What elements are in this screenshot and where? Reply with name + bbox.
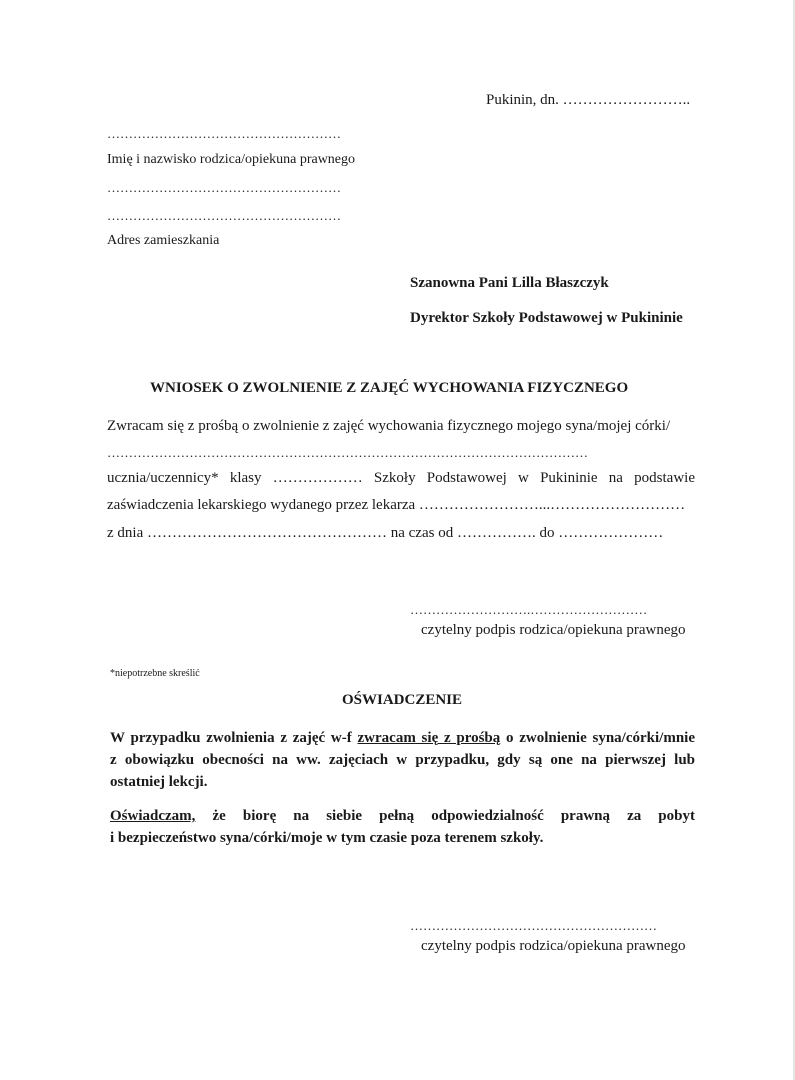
request-signature-dots: ……………………….……………………… [410, 602, 648, 617]
declaration-signature-dots: ………………………………………………… [410, 918, 657, 933]
request-title: WNIOSEK O ZWOLNIENIE Z ZAJĘĆ WYCHOWANIA FIZYCZNEGO [150, 380, 629, 396]
request-line-1: Zwracam się z prośbą o zwolnienie z zajęć wychowania fizycznego mojego syna/mojej córki/ [107, 418, 671, 434]
place-date: Pukinin, dn. …………………….. [486, 92, 691, 108]
declaration-p1-pre: W przypadku zwolnienia z zajęć w-f [110, 730, 358, 746]
request-line-4: zaświadczenia lekarskiego wydanego przez lekarza ……………………...……………………… [107, 497, 686, 513]
sender-dots-line-3: ……………………………………………… [107, 208, 341, 223]
sender-name-label: Imię i nazwisko rodzica/opiekuna prawnego [107, 152, 356, 167]
declaration-p2-line-2: i bezpieczeństwo syna/córki/moje w tym czasie poza terenem szkoły. [110, 830, 544, 846]
request-line-5: z dnia ………………………………………… na czas od ……………. do ………………… [107, 525, 664, 541]
declaration-p1-line-1 [110, 730, 695, 747]
declaration-signature-label: czytelny podpis rodzica/opiekuna prawnego [421, 938, 686, 954]
recipient-name: Szanowna Pani Lilla Błaszczyk [410, 275, 609, 291]
declaration-p2-line-1 [110, 808, 695, 825]
declaration-p1-underlined: zwracam się z prośbą [357, 730, 501, 746]
sender-address-label: Adres zamieszkania [107, 233, 220, 248]
declaration-p1-post: o zwolnienie syna/córki/mnie [500, 730, 696, 746]
declaration-title: OŚWIADCZENIE [342, 692, 463, 708]
declaration-p1-line-2: z obowiązku obecności na ww. zajęciach w przypadku, gdy są one na pierwszej lub [110, 752, 695, 768]
declaration-p2-underlined: Oświadczam, [110, 808, 196, 824]
declaration-p1-line-3: ostatniej lekcji. [110, 774, 208, 790]
request-line-3: ucznia/uczennicy* klasy ……………… Szkoły Podstawowej w Pukininie na podstawie [107, 470, 695, 486]
sender-dots-line-2: ……………………………………………… [107, 180, 341, 195]
footnote: *niepotrzebne skreślić [110, 668, 200, 679]
sender-dots-line-1: ……………………………………………… [107, 126, 341, 141]
request-signature-label: czytelny podpis rodzica/opiekuna prawnego [421, 622, 686, 638]
declaration-p2-post: że biorę na siebie pełną odpowiedzialność prawną za pobyt [195, 808, 695, 824]
recipient-title: Dyrektor Szkoły Podstawowej w Pukininie [410, 310, 683, 326]
request-dots-line: ………………………………………………………………………………………………… [107, 445, 588, 460]
